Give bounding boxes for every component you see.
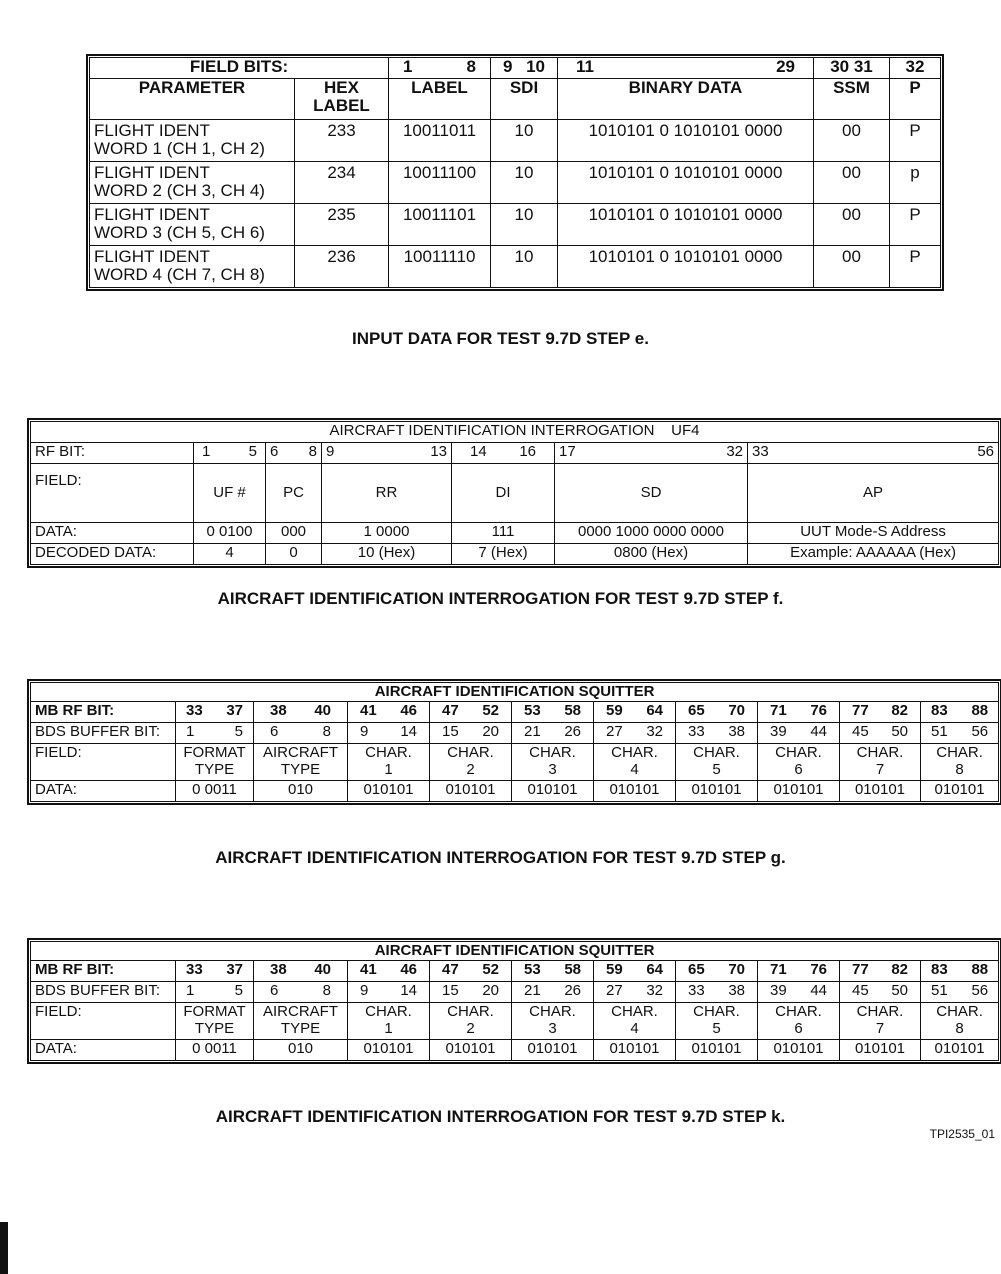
field-cell: PC xyxy=(266,464,322,523)
row-label: FIELD: xyxy=(31,464,194,523)
field-bits-label: FIELD BITS: xyxy=(90,58,389,79)
bds-bit-range: 39 44 xyxy=(758,982,840,1003)
row-label: MB RF BIT: xyxy=(31,702,176,723)
parity-cell: P xyxy=(890,120,941,162)
decoded-cell: 4 xyxy=(194,544,266,565)
hex-label-cell: 236 xyxy=(295,246,389,288)
hex-label-cell: 235 xyxy=(295,204,389,246)
label-cell: 10011011 xyxy=(389,120,491,162)
table-title: AIRCRAFT IDENTIFICATION SQUITTER xyxy=(31,942,999,961)
sdi-cell: 10 xyxy=(491,120,558,162)
mb-bit-range: 71 76 xyxy=(758,961,840,982)
field-cell: CHAR. 8 xyxy=(921,1003,999,1040)
field-cell: CHAR. 6 xyxy=(758,744,840,781)
data-cell: 010101 xyxy=(594,1040,676,1061)
row-label: DATA: xyxy=(31,523,194,544)
field-cell: SD xyxy=(555,464,748,523)
row-label: BDS BUFFER BIT: xyxy=(31,982,176,1003)
row-label: BDS BUFFER BIT: xyxy=(31,723,176,744)
bit-range: 6 8 xyxy=(266,443,322,464)
data-cell: 010101 xyxy=(348,1040,430,1061)
data-cell: 010101 xyxy=(921,781,999,802)
data-cell: 010101 xyxy=(430,781,512,802)
data-cell: 1 0000 xyxy=(322,523,452,544)
bds-bit-range: 27 32 xyxy=(594,723,676,744)
parity-cell: P xyxy=(890,204,941,246)
binary-data-cell: 1010101 0 1010101 0000 xyxy=(558,204,814,246)
bds-bit-range: 33 38 xyxy=(676,982,758,1003)
ssm-cell: 00 xyxy=(814,120,890,162)
table-row xyxy=(90,246,941,288)
row-label: DECODED DATA: xyxy=(31,544,194,565)
caption-step-e: INPUT DATA FOR TEST 9.7D STEP e. xyxy=(352,329,649,348)
mb-bit-range: 38 40 xyxy=(254,961,348,982)
table-title: AIRCRAFT IDENTIFICATION INTERROGATION UF4 xyxy=(31,422,999,443)
decoded-cell: Example: AAAAAA (Hex) xyxy=(748,544,999,565)
row-label: FIELD: xyxy=(31,744,176,781)
bds-bit-range: 33 38 xyxy=(676,723,758,744)
input-data-table xyxy=(89,57,941,288)
bds-bit-range: 27 32 xyxy=(594,982,676,1003)
mb-bit-range: 77 82 xyxy=(840,702,921,723)
column-header: HEX LABEL xyxy=(295,79,389,120)
bds-bit-range: 51 56 xyxy=(921,723,999,744)
decoded-cell: 7 (Hex) xyxy=(452,544,555,565)
column-header: SDI xyxy=(491,79,558,120)
bds-bit-range: 15 20 xyxy=(430,723,512,744)
sdi-cell: 10 xyxy=(491,162,558,204)
field-cell: DI xyxy=(452,464,555,523)
bds-bit-range: 15 20 xyxy=(430,982,512,1003)
data-cell: 0 0100 xyxy=(194,523,266,544)
field-cell: RR xyxy=(322,464,452,523)
data-cell: 0 0011 xyxy=(176,1040,254,1061)
row-label: RF BIT: xyxy=(31,443,194,464)
decoded-cell: 10 (Hex) xyxy=(322,544,452,565)
row-label: FIELD: xyxy=(31,1003,176,1040)
parameter-cell: FLIGHT IDENT WORD 4 (CH 7, CH 8) xyxy=(90,246,295,288)
parity-cell: P xyxy=(890,246,941,288)
field-cell: CHAR. 2 xyxy=(430,1003,512,1040)
data-cell: 010101 xyxy=(676,781,758,802)
field-cell: CHAR. 4 xyxy=(594,744,676,781)
table-title: AIRCRAFT IDENTIFICATION SQUITTER xyxy=(31,683,999,702)
field-cell: FORMAT TYPE xyxy=(176,1003,254,1040)
column-header: BINARY DATA xyxy=(558,79,814,120)
bds-bit-range: 1 5 xyxy=(176,982,254,1003)
binary-data-cell: 1010101 0 1010101 0000 xyxy=(558,246,814,288)
field-cell: AIRCRAFT TYPE xyxy=(254,1003,348,1040)
data-cell: 000 xyxy=(266,523,322,544)
table-row xyxy=(90,204,941,246)
mb-bit-range: 53 58 xyxy=(512,961,594,982)
data-cell: 010101 xyxy=(348,781,430,802)
field-cell: UF # xyxy=(194,464,266,523)
field-cell: CHAR. 3 xyxy=(512,744,594,781)
field-cell: AIRCRAFT TYPE xyxy=(254,744,348,781)
bds-bit-range: 6 8 xyxy=(254,723,348,744)
ssm-cell: 00 xyxy=(814,162,890,204)
bds-bit-range: 21 26 xyxy=(512,723,594,744)
data-cell: 0 0011 xyxy=(176,781,254,802)
field-cell: CHAR. 5 xyxy=(676,744,758,781)
data-cell: 0000 1000 0000 0000 xyxy=(555,523,748,544)
field-cell: FORMAT TYPE xyxy=(176,744,254,781)
field-cell: CHAR. 3 xyxy=(512,1003,594,1040)
row-label: DATA: xyxy=(31,781,176,802)
bit-range: 1 8 xyxy=(389,58,491,79)
field-cell: CHAR. 1 xyxy=(348,744,430,781)
figure-code: TPI2535_01 xyxy=(929,1127,995,1141)
field-cell: CHAR. 7 xyxy=(840,744,921,781)
binary-data-cell: 1010101 0 1010101 0000 xyxy=(558,120,814,162)
row-label: DATA: xyxy=(31,1040,176,1061)
data-cell: 010101 xyxy=(676,1040,758,1061)
label-cell: 10011100 xyxy=(389,162,491,204)
mb-bit-range: 83 88 xyxy=(921,702,999,723)
data-cell: 010101 xyxy=(430,1040,512,1061)
table-row xyxy=(90,162,941,204)
data-cell: 010101 xyxy=(512,1040,594,1061)
hex-label-cell: 234 xyxy=(295,162,389,204)
mb-bit-range: 47 52 xyxy=(430,961,512,982)
ssm-cell: 00 xyxy=(814,246,890,288)
squitter-table-step-g xyxy=(30,682,999,802)
parameter-cell: FLIGHT IDENT WORD 1 (CH 1, CH 2) xyxy=(90,120,295,162)
interrogation-uf4-table xyxy=(30,421,999,565)
sdi-cell: 10 xyxy=(491,246,558,288)
mb-bit-range: 41 46 xyxy=(348,702,430,723)
data-cell: 010101 xyxy=(758,1040,840,1061)
caption-step-k: AIRCRAFT IDENTIFICATION INTERROGATION FOR TEST 9.7D STEP k. xyxy=(215,1107,786,1126)
bds-bit-range: 39 44 xyxy=(758,723,840,744)
mb-bit-range: 53 58 xyxy=(512,702,594,723)
field-cell: CHAR. 8 xyxy=(921,744,999,781)
ssm-cell: 00 xyxy=(814,204,890,246)
bds-bit-range: 1 5 xyxy=(176,723,254,744)
bds-bit-range: 45 50 xyxy=(840,982,921,1003)
margin-bar xyxy=(0,1222,8,1274)
field-cell: CHAR. 2 xyxy=(430,744,512,781)
mb-bit-range: 38 40 xyxy=(254,702,348,723)
data-cell: 010101 xyxy=(512,781,594,802)
data-cell: 010101 xyxy=(594,781,676,802)
bds-bit-range: 9 14 xyxy=(348,982,430,1003)
sdi-cell: 10 xyxy=(491,204,558,246)
bit-range: 11 29 xyxy=(558,58,814,79)
bit-range: 17 32 xyxy=(555,443,748,464)
mb-bit-range: 77 82 xyxy=(840,961,921,982)
mb-bit-range: 59 64 xyxy=(594,702,676,723)
column-header: SSM xyxy=(814,79,890,120)
data-cell: UUT Mode-S Address xyxy=(748,523,999,544)
field-cell: CHAR. 6 xyxy=(758,1003,840,1040)
mb-bit-range: 33 37 xyxy=(176,702,254,723)
decoded-cell: 0800 (Hex) xyxy=(555,544,748,565)
bds-bit-range: 6 8 xyxy=(254,982,348,1003)
mb-bit-range: 41 46 xyxy=(348,961,430,982)
data-cell: 010 xyxy=(254,781,348,802)
binary-data-cell: 1010101 0 1010101 0000 xyxy=(558,162,814,204)
bit-range: 9 13 xyxy=(322,443,452,464)
caption-step-g: AIRCRAFT IDENTIFICATION INTERROGATION FOR TEST 9.7D STEP g. xyxy=(215,848,786,867)
mb-bit-range: 65 70 xyxy=(676,702,758,723)
label-cell: 10011101 xyxy=(389,204,491,246)
data-cell: 010101 xyxy=(840,1040,921,1061)
mb-bit-range: 71 76 xyxy=(758,702,840,723)
bit-range: 1 5 xyxy=(194,443,266,464)
bds-bit-range: 9 14 xyxy=(348,723,430,744)
decoded-cell: 0 xyxy=(266,544,322,565)
mb-bit-range: 83 88 xyxy=(921,961,999,982)
mb-bit-range: 33 37 xyxy=(176,961,254,982)
data-cell: 010101 xyxy=(921,1040,999,1061)
label-cell: 10011110 xyxy=(389,246,491,288)
row-label: MB RF BIT: xyxy=(31,961,176,982)
data-cell: 010101 xyxy=(758,781,840,802)
bit-range: 9 10 xyxy=(491,58,558,79)
parity-cell: p xyxy=(890,162,941,204)
parameter-cell: FLIGHT IDENT WORD 3 (CH 5, CH 6) xyxy=(90,204,295,246)
column-header: P xyxy=(890,79,941,120)
mb-bit-range: 65 70 xyxy=(676,961,758,982)
caption-step-f: AIRCRAFT IDENTIFICATION INTERROGATION FOR TEST 9.7D STEP f. xyxy=(217,589,784,608)
bit-range: 33 56 xyxy=(748,443,999,464)
data-cell: 010101 xyxy=(840,781,921,802)
table-row xyxy=(90,120,941,162)
parameter-cell: FLIGHT IDENT WORD 2 (CH 3, CH 4) xyxy=(90,162,295,204)
squitter-table-step-k xyxy=(30,941,999,1061)
bds-bit-range: 45 50 xyxy=(840,723,921,744)
column-header: LABEL xyxy=(389,79,491,120)
field-cell: AP xyxy=(748,464,999,523)
column-header: PARAMETER xyxy=(90,79,295,120)
field-cell: CHAR. 4 xyxy=(594,1003,676,1040)
field-cell: CHAR. 7 xyxy=(840,1003,921,1040)
data-cell: 010 xyxy=(254,1040,348,1061)
bit-range: 32 xyxy=(890,58,941,79)
field-cell: CHAR. 1 xyxy=(348,1003,430,1040)
bit-range: 14 16 xyxy=(452,443,555,464)
hex-label-cell: 233 xyxy=(295,120,389,162)
mb-bit-range: 47 52 xyxy=(430,702,512,723)
field-cell: CHAR. 5 xyxy=(676,1003,758,1040)
data-cell: 111 xyxy=(452,523,555,544)
bds-bit-range: 21 26 xyxy=(512,982,594,1003)
bds-bit-range: 51 56 xyxy=(921,982,999,1003)
bit-range: 30 31 xyxy=(814,58,890,79)
mb-bit-range: 59 64 xyxy=(594,961,676,982)
